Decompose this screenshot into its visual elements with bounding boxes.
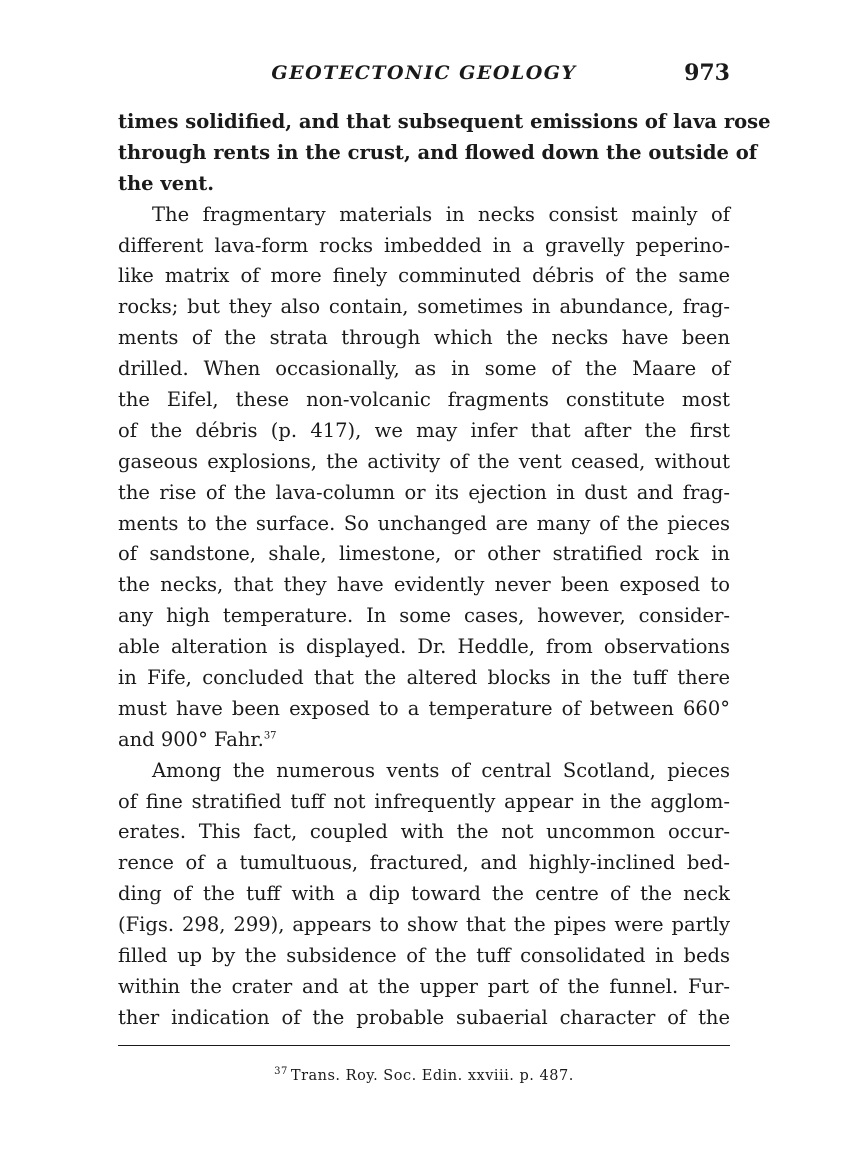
text-line: drilled. When occasionally, as in some of the Maare of: [118, 357, 730, 381]
text-line: the Eifel, these non-volcanic fragments constitute most: [118, 388, 730, 412]
body-text: [118, 107, 771, 1034]
text-line: (Figs. 298, 299), appears to show that the pipes were partly: [118, 913, 730, 937]
footnote-text: Trans. Roy. Soc. Edin. xxviii. p. 487.: [290, 1067, 574, 1084]
text-line: within the crater and at the upper part of the funnel. Fur-: [118, 974, 730, 998]
text-line: filled up by the subsidence of the tuff consolidated in beds: [118, 944, 730, 968]
text-line: the rise of the lava-column or its ejection in dust and frag-: [118, 480, 730, 504]
text-line: must have been exposed to a temperature of between 660°: [118, 696, 730, 720]
text-line: through rents in the crust, and flowed down the outside of: [118, 140, 758, 164]
running-title: GEOTECTONIC GEOLOGY: [271, 62, 577, 84]
text-line: of sandstone, shale, limestone, or other stratified rock in: [118, 542, 730, 566]
text-line: ments of the strata through which the necks have been: [118, 326, 730, 350]
text-line: ther indication of the probable subaerial character of the: [118, 1005, 730, 1029]
text-line: gaseous explosions, the activity of the vent ceased, without: [118, 449, 730, 473]
text-line: like matrix of more finely comminuted débris of the same: [118, 264, 730, 288]
text-line: the necks, that they have evidently never been exposed to: [118, 573, 730, 597]
footnote-divider: [118, 1045, 730, 1046]
text-line: different lava-form rocks imbedded in a gravelly peperino-: [118, 233, 730, 257]
paragraph-start-line: Among the numerous vents of central Scotland, pieces: [152, 758, 730, 782]
footnote-marker: 37: [274, 1066, 288, 1077]
text-line-with-footnote-ref: [118, 725, 730, 756]
text-line: the vent.: [118, 171, 215, 195]
text-line: of the débris (p. 417), we may infer that after the first: [118, 418, 730, 442]
text-line: of fine stratified tuff not infrequently appear in the agglom-: [118, 789, 730, 813]
running-head: [118, 60, 730, 90]
text-line: rocks; but they also contain, sometimes in abundance, frag-: [118, 295, 730, 319]
paragraph-start-line: The fragmentary materials in necks consist mainly of: [152, 202, 730, 226]
footnote-reference[interactable]: 37: [263, 730, 277, 742]
text-line: and 900° Fahr.: [118, 727, 264, 751]
text-line: erates. This fact, coupled with the not uncommon occur-: [118, 820, 730, 844]
text-line: able alteration is displayed. Dr. Heddle, from observations: [118, 635, 730, 659]
text-line: in Fife, concluded that the altered blocks in the tuff there: [118, 666, 730, 690]
text-line: ments to the surface. So unchanged are many of the pieces: [118, 511, 730, 535]
text-line: rence of a tumultuous, fractured, and highly-inclined bed-: [118, 851, 730, 875]
text-line: times solidified, and that subsequent emissions of lava rose: [118, 110, 771, 133]
footnote: [118, 1066, 730, 1084]
text-line: any high temperature. In some cases, however, consider-: [118, 604, 730, 628]
page-number: 973: [684, 60, 730, 86]
text-line: ding of the tuff with a dip toward the centre of the neck: [118, 882, 730, 906]
